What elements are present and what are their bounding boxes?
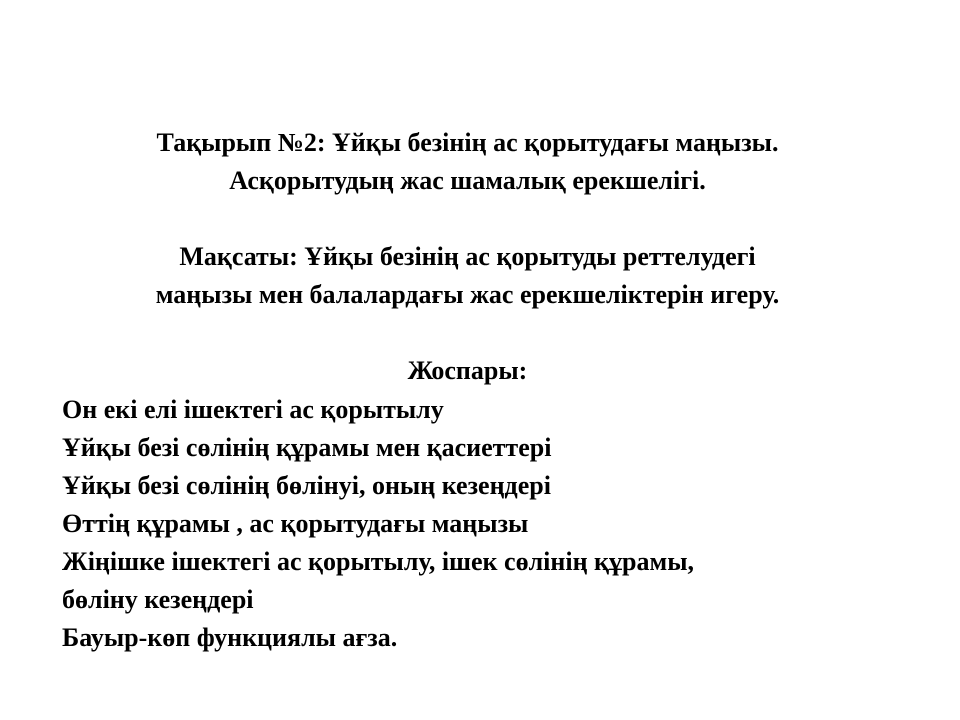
plan-item: Ұйқы безі сөлінің құрамы мен қасиеттері — [62, 433, 552, 462]
plan-item: Он екі елі ішектегі ас қорытылу — [62, 395, 444, 424]
plan-item-continuation: бөліну кезеңдері — [62, 585, 254, 614]
plan-heading: Жоспары: — [407, 356, 528, 385]
goal-line-1: Мақсаты: Ұйқы безінің ас қорытуды реттелудегі — [179, 242, 756, 271]
plan-item: Өттің құрамы , ас қорытудағы маңызы — [62, 509, 529, 538]
plan-item: Ұйқы безі сөлінің бөлінуі, оның кезеңдері — [62, 471, 551, 500]
title-line-1: Тақырып №2: Ұйқы безінің ас қорытудағы маңызы. — [156, 128, 779, 157]
title-line-2: Асқорытудың жас шамалық ерекшелігі. — [229, 166, 706, 195]
goal-line-2: маңызы мен балалардағы жас ерекшеліктерін игеру. — [155, 280, 780, 309]
plan-item: Жіңішке ішектегі ас қорытылу, ішек сөлінің құрамы, — [62, 547, 695, 576]
plan-item: Бауыр-көп функциялы ағза. — [62, 623, 398, 652]
